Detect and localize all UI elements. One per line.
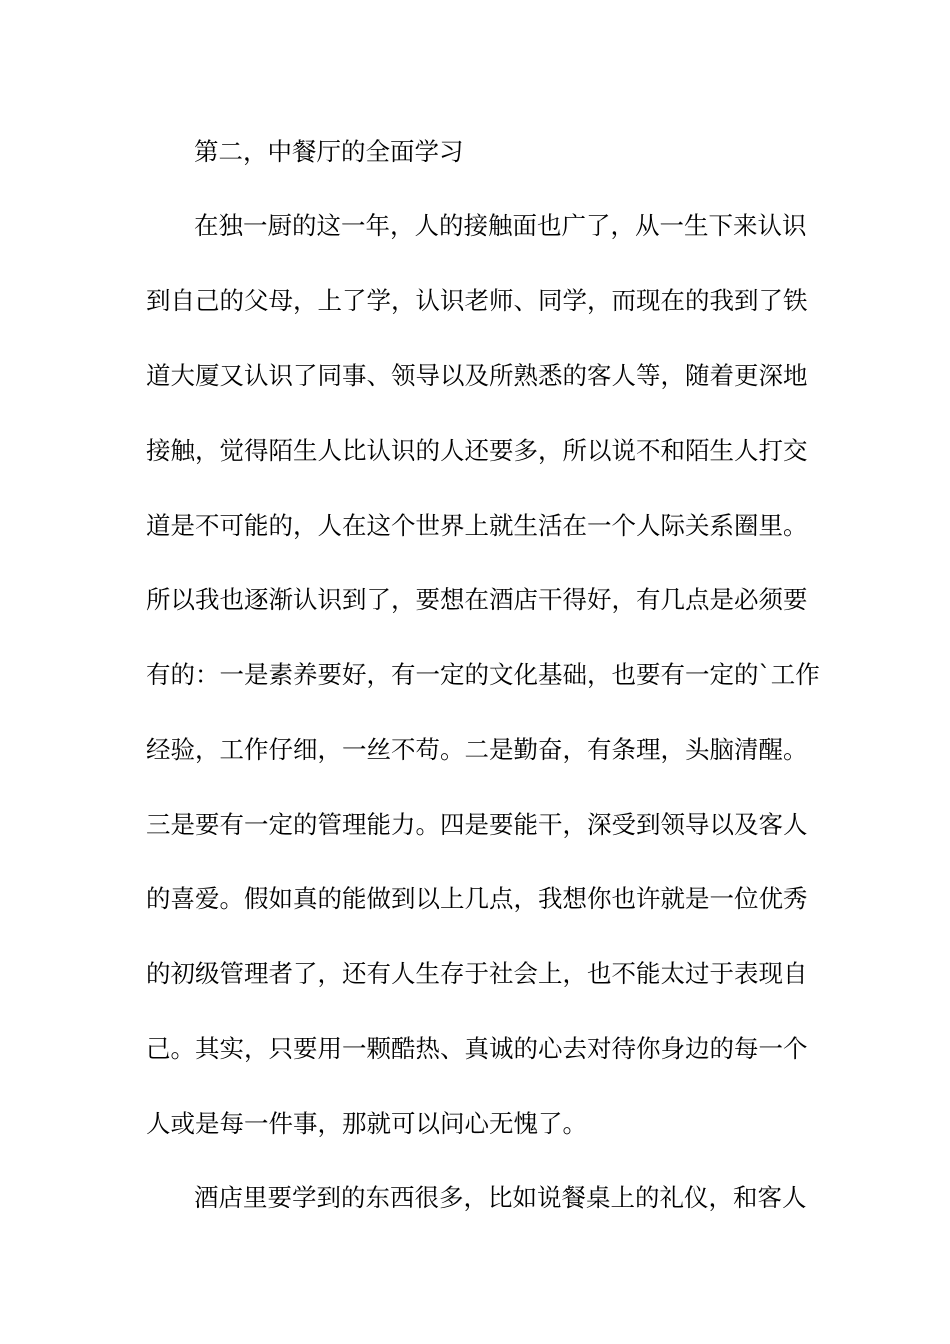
paragraph-line: 人或是每一件事，那就可以问心无愧了。 xyxy=(146,1109,587,1138)
paragraph-line: 有的：一是素养要好，有一定的文化基础，也要有一定的`工作 xyxy=(146,660,820,689)
section-heading: 第二，中餐厅的全面学习 xyxy=(194,137,464,166)
paragraph-line: 接触，觉得陌生人比认识的人还要多，所以说不和陌生人打交 xyxy=(146,436,808,465)
paragraph-line: 在独一厨的这一年，人的接触面也广了，从一生下来认识 xyxy=(194,211,807,240)
paragraph-line: 的初级管理者了，还有人生存于社会上，也不能太过于表现自 xyxy=(146,959,808,988)
paragraph-line: 己。其实，只要用一颗酷热、真诚的心去对待你身边的每一个 xyxy=(146,1034,808,1063)
paragraph-line: 经验，工作仔细，一丝不苟。二是勤奋，有条理，头脑清醒。 xyxy=(146,735,808,764)
paragraph-line: 的喜爱。假如真的能做到以上几点，我想你也许就是一位优秀 xyxy=(146,884,808,913)
paragraph-line: 所以我也逐渐认识到了，要想在酒店干得好，有几点是必须要 xyxy=(146,585,808,614)
paragraph-line: 到自己的父母，上了学，认识老师、同学，而现在的我到了铁 xyxy=(146,286,808,315)
paragraph-line: 酒店里要学到的东西很多，比如说餐桌上的礼仪，和客人 xyxy=(194,1183,807,1212)
paragraph-line: 道大厦又认识了同事、领导以及所熟悉的客人等，随着更深地 xyxy=(146,361,808,390)
paragraph-line: 三是要有一定的管理能力。四是要能干，深受到领导以及客人 xyxy=(146,810,808,839)
paragraph-line: 道是不可能的，人在这个世界上就生活在一个人际关系圈里。 xyxy=(146,511,808,540)
